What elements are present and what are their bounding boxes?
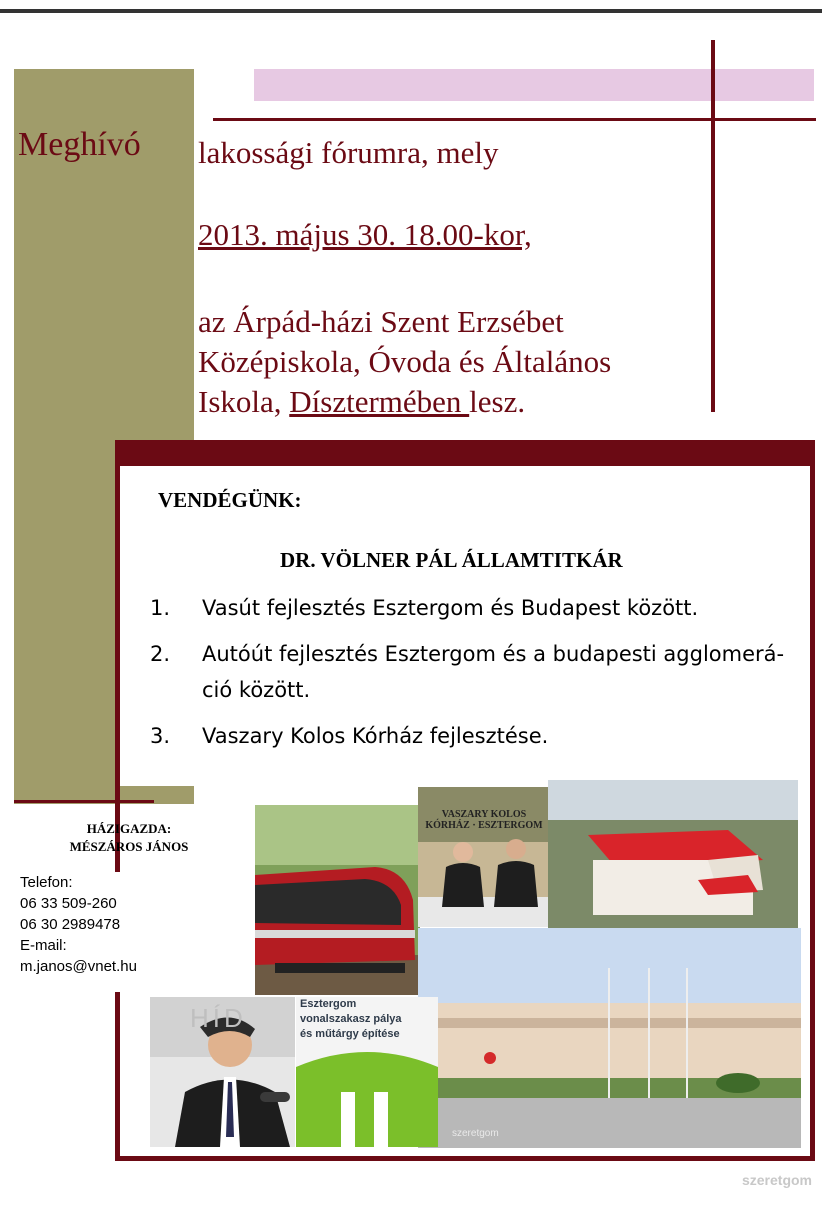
billboard-photo (296, 997, 438, 1147)
content-frame-top (115, 440, 815, 466)
host-block (14, 820, 244, 856)
billboard-line-3: és műtárgy építése (300, 1028, 400, 1040)
page-title: Meghívó (18, 126, 141, 163)
place-line-1: az Árpád-házi Szent Erzsébet (198, 304, 564, 339)
list-item (150, 718, 810, 754)
list-item-number: 1. (150, 596, 171, 620)
phone-2: 06 30 2989478 (20, 916, 121, 933)
list-item-text: Vaszary Kolos Kórház fejlesztése. (202, 724, 549, 748)
press-photo (418, 787, 548, 927)
train-image (255, 805, 420, 995)
place-line-3-suffix: lesz. (469, 384, 526, 419)
event-place (198, 302, 718, 422)
phone-label: Telefon: (20, 874, 73, 891)
hospital-sign-text: VASZARY KOLOS KÓRHÁZ · ESZTERGOM (425, 809, 543, 831)
speaker-photo (150, 997, 295, 1147)
place-line-3 (198, 382, 718, 422)
billboard-text (300, 997, 436, 1042)
list-item (150, 636, 810, 708)
host-name: MÉSZÁROS JÁNOS (69, 839, 189, 854)
speaker-backdrop-text: HÍD (190, 1003, 247, 1033)
email-link[interactable]: m.janos@vnet.hu (20, 958, 137, 975)
intro-text: lakossági fórumra, mely (198, 135, 499, 170)
content-frame-right (810, 440, 815, 1160)
place-line-3-prefix: Iskola, (198, 384, 290, 419)
billboard-line-1: Esztergom (300, 998, 357, 1010)
list-item-number: 2. (150, 642, 171, 666)
place-hall-link: Dísztermében (289, 384, 470, 419)
topic-list (150, 590, 810, 764)
list-item-text: Vasút fejlesztés Esztergom és Budapest között. (202, 596, 699, 620)
pink-header-band (254, 69, 814, 101)
olive-bottom-rule (14, 800, 154, 803)
page-watermark: szeretgom (741, 1172, 812, 1188)
list-item-number: 3. (150, 724, 171, 748)
guest-name: DR. VÖLNER PÁL ÁLLAMTITKÁR (280, 548, 623, 572)
content-frame-bottom (115, 1156, 815, 1161)
host-label: HÁZIGAZDA: (86, 821, 172, 836)
press-image (418, 787, 548, 927)
top-rule (0, 9, 822, 13)
billboard-line-2: vonalszakasz pálya (300, 1013, 402, 1025)
hospital-front-image (418, 928, 801, 1148)
header-rule (213, 118, 816, 121)
place-line-2: Középiskola, Óvoda és Általános (198, 344, 612, 379)
guest-label: VENDÉGÜNK: (158, 488, 302, 512)
hospital-building-photo (548, 780, 798, 928)
photo-watermark: szeretgom (452, 1128, 499, 1139)
contact-block (14, 872, 260, 992)
hospital-front-photo (418, 928, 801, 1148)
phone-1: 06 33 509-260 (20, 895, 117, 912)
train-photo (255, 805, 420, 995)
list-item-text: Autóút fejlesztés Esztergom és a budapesti agglomerá-ció között. (202, 642, 785, 702)
event-date: 2013. május 30. 18.00-kor, (198, 217, 532, 252)
hospital-building-image (548, 780, 798, 928)
list-item (150, 590, 810, 626)
email-label: E-mail: (20, 937, 67, 954)
